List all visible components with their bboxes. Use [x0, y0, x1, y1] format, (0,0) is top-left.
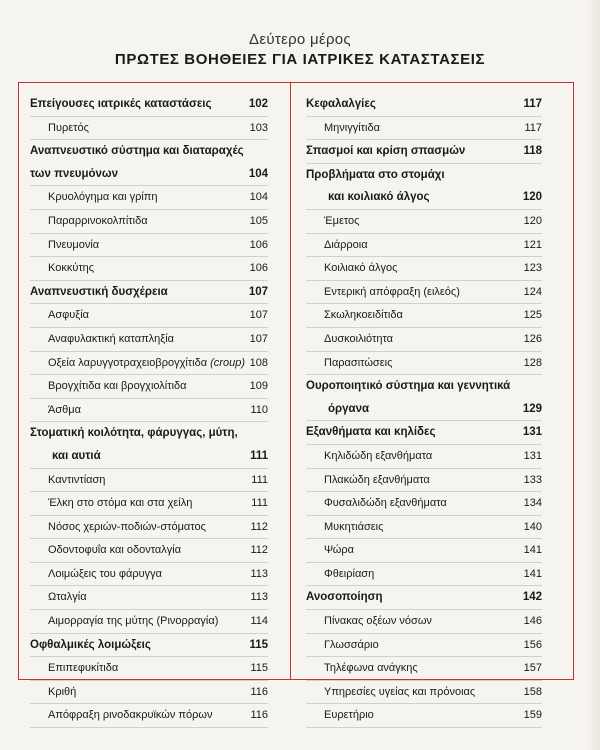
toc-entry-heading[interactable]: Επείγουσες ιατρικές καταστάσεις 102: [30, 93, 268, 117]
section-subtitle: Δεύτερο μέρος: [249, 31, 351, 48]
toc-entry[interactable]: Πυρετός 103: [30, 117, 268, 141]
toc-entry[interactable]: Απόφραξη ρινοδακρυϊκών πόρων 116: [30, 704, 268, 728]
toc-entry[interactable]: Κρυολόγημα και γρίπη 104: [30, 186, 268, 210]
toc-entry-heading[interactable]: Στοματική κοιλότητα, φάρυγγας, μύτη,: [30, 427, 238, 440]
toc-entry-heading[interactable]: Οφθαλμικές λοιμώξεις 115: [30, 634, 268, 658]
toc-entry-heading[interactable]: Ουροποιητικό σύστημα και γεννητικά: [306, 380, 511, 393]
toc-entry-heading[interactable]: Ανοσοποίηση 142: [306, 586, 542, 610]
toc-entry[interactable]: Επιπεφυκίτιδα 115: [30, 657, 268, 681]
toc-entry[interactable]: Κριθή 116: [30, 681, 268, 705]
toc-entry-heading[interactable]: Αναπνευστικό σύστημα και διαταραχές: [30, 145, 244, 158]
toc-entry[interactable]: Έμετος 120: [306, 210, 542, 234]
toc-entry[interactable]: Οξεία λαρυγγοτραχειοβρογχίτιδα (croup) 108: [30, 352, 268, 376]
toc-entry[interactable]: Οδοντοφυΐα και οδονταλγία 112: [30, 539, 268, 563]
toc-entry[interactable]: Κοκκύτης 106: [30, 257, 268, 281]
toc-entry[interactable]: Λοιμώξεις του φάρυγγα 113: [30, 563, 268, 587]
toc-entry[interactable]: Τηλέφωνα ανάγκης 157: [306, 657, 542, 681]
toc-entry[interactable]: Ασφυξία 107: [30, 304, 268, 328]
toc-entry[interactable]: Γλωσσάριο 156: [306, 634, 542, 658]
toc-entry-heading-continued[interactable]: των πνευμόνων 104: [30, 163, 268, 187]
toc-entry[interactable]: Εντερική απόφραξη (ειλεός) 124: [306, 281, 542, 305]
toc-entry-heading[interactable]: Εξανθήματα και κηλίδες 131: [306, 421, 542, 445]
toc-entry-heading-continued[interactable]: και αυτιά 111: [30, 445, 268, 469]
toc-entry-heading[interactable]: Αναπνευστική δυσχέρεια 107: [30, 281, 268, 305]
page-title: ΠΡΩΤΕΣ ΒΟΗΘΕΙΕΣ ΓΙΑ ΙΑΤΡΙΚΕΣ ΚΑΤΑΣΤΑΣΕΙΣ: [114, 51, 486, 68]
toc-entry[interactable]: Ψώρα 141: [306, 539, 542, 563]
toc-entry[interactable]: Μυκητιάσεις 140: [306, 516, 542, 540]
toc-entry[interactable]: Αιμορραγία της μύτης (Ρινορραγία) 114: [30, 610, 268, 634]
toc-entry[interactable]: Πλακώδη εξανθήματα 133: [306, 469, 542, 493]
toc-right-column: [306, 93, 542, 728]
page-edge-shadow: [586, 0, 600, 750]
toc-entry[interactable]: Φθειρίαση 141: [306, 563, 542, 587]
toc-entry[interactable]: Καντιντίαση 111: [30, 469, 268, 493]
column-divider: [290, 82, 291, 680]
toc-entry[interactable]: Αναφυλακτική καταπληξία 107: [30, 328, 268, 352]
toc-entry[interactable]: Άσθμα 110: [30, 399, 268, 423]
toc-entry[interactable]: Κηλιδώδη εξανθήματα 131: [306, 445, 542, 469]
toc-entry[interactable]: Βρογχίτιδα και βρογχιολίτιδα 109: [30, 375, 268, 399]
toc-entry-heading[interactable]: Σπασμοί και κρίση σπασμών 118: [306, 140, 542, 164]
toc-entry-heading[interactable]: Κεφαλαλγίες 117: [306, 93, 542, 117]
toc-entry[interactable]: Νόσος χεριών-ποδιών-στόματος 112: [30, 516, 268, 540]
toc-entry[interactable]: Ωταλγία 113: [30, 586, 268, 610]
toc-entry[interactable]: Έλκη στο στόμα και στα χείλη 111: [30, 492, 268, 516]
toc-left-column: [30, 93, 268, 728]
toc-entry[interactable]: Πνευμονία 106: [30, 234, 268, 258]
toc-entry[interactable]: Φυσαλιδώδη εξανθήματα 134: [306, 492, 542, 516]
toc-entry[interactable]: Παρασιτώσεις 128: [306, 352, 542, 376]
toc-entry[interactable]: Δυσκοιλιότητα 126: [306, 328, 542, 352]
toc-entry-heading[interactable]: Προβλήματα στο στομάχι: [306, 168, 445, 181]
toc-entry[interactable]: Παραρρινοκολπίτιδα 105: [30, 210, 268, 234]
toc-entry-heading-continued[interactable]: και κοιλιακό άλγος 120: [306, 186, 542, 210]
toc-entry[interactable]: Μηνιγγίτιδα 117: [306, 117, 542, 141]
toc-entry[interactable]: Κοιλιακό άλγος 123: [306, 257, 542, 281]
toc-entry-heading-continued[interactable]: όργανα 129: [306, 398, 542, 422]
toc-entry[interactable]: Υπηρεσίες υγείας και πρόνοιας 158: [306, 681, 542, 705]
toc-entry[interactable]: Σκωληκοειδίτιδα 125: [306, 304, 542, 328]
toc-entry[interactable]: Πίνακας οξέων νόσων 146: [306, 610, 542, 634]
toc-entry[interactable]: Ευρετήριο 159: [306, 704, 542, 728]
toc-entry[interactable]: Διάρροια 121: [306, 234, 542, 258]
